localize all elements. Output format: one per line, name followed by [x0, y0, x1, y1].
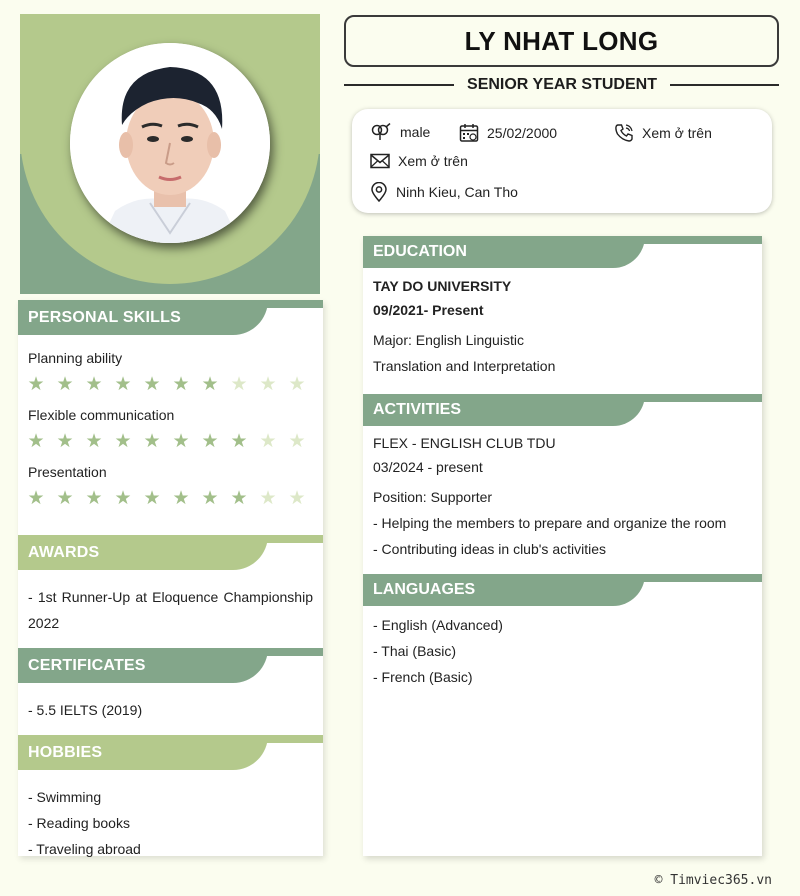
star-icon: ★	[230, 488, 248, 509]
star-icon: ★	[288, 431, 306, 452]
hobbies-heading: HOBBIES	[28, 744, 103, 761]
awards-heading: AWARDS	[28, 544, 100, 561]
star-icon: ★	[114, 374, 132, 395]
phone-value: Xem ở trên	[642, 125, 712, 141]
certificates-header	[18, 648, 323, 683]
address-field	[370, 182, 518, 202]
star-icon: ★	[143, 374, 161, 395]
left-column	[18, 14, 323, 856]
star-icon: ★	[114, 488, 132, 509]
star-icon: ★	[259, 374, 277, 395]
star-icon: ★	[230, 431, 248, 452]
divider-right	[670, 84, 779, 86]
activity-position: Position: Supporter	[373, 489, 493, 505]
location-pin-icon	[370, 182, 388, 202]
languages-header	[363, 574, 762, 606]
star-icon: ★	[85, 431, 103, 452]
hobby-item: - Traveling abroad	[28, 841, 141, 857]
star-icon: ★	[56, 374, 74, 395]
left-card	[18, 300, 323, 856]
email-field	[370, 153, 468, 169]
avatar	[70, 43, 270, 243]
star-icon: ★	[172, 431, 190, 452]
photo-block	[20, 14, 320, 294]
activity-item: - Helping the members to prepare and organize the room	[373, 515, 727, 531]
star-icon: ★	[27, 431, 45, 452]
hobby-item: - Reading books	[28, 815, 130, 831]
language-item: - Thai (Basic)	[373, 643, 456, 659]
footer-credit: © Timviec365.vn	[654, 873, 772, 888]
mail-icon	[370, 153, 390, 169]
awards-header	[18, 535, 323, 570]
star-icon: ★	[201, 488, 219, 509]
skill-rating	[27, 375, 306, 394]
star-icon: ★	[143, 488, 161, 509]
divider-left	[344, 84, 454, 86]
skill-label: Flexible communication	[28, 407, 175, 423]
activity-period: 03/2024 - present	[373, 459, 483, 475]
star-icon: ★	[259, 488, 277, 509]
skill-rating	[27, 432, 306, 451]
star-icon: ★	[172, 488, 190, 509]
star-icon: ★	[114, 431, 132, 452]
education-header	[363, 236, 762, 268]
calendar-icon	[459, 123, 479, 143]
address-value: Ninh Kieu, Can Tho	[396, 184, 518, 200]
skills-header	[18, 300, 323, 335]
name-box	[344, 15, 779, 67]
right-card	[363, 236, 762, 856]
gender-value: male	[400, 124, 431, 140]
star-icon: ★	[288, 488, 306, 509]
star-icon: ★	[259, 431, 277, 452]
job-title: SENIOR YEAR STUDENT	[467, 76, 657, 93]
star-icon: ★	[288, 374, 306, 395]
activity-org: FLEX - ENGLISH CLUB TDU	[373, 435, 556, 451]
activities-header	[363, 394, 762, 426]
gender-field	[370, 123, 430, 141]
activities-heading: ACTIVITIES	[373, 401, 462, 418]
certificates-heading: CERTIFICATES	[28, 657, 146, 674]
phone-icon	[614, 123, 634, 143]
school-name: TAY DO UNIVERSITY	[373, 278, 512, 294]
certificate-item: - 5.5 IELTS (2019)	[28, 702, 143, 718]
language-item: - English (Advanced)	[373, 617, 503, 633]
star-icon: ★	[27, 488, 45, 509]
language-item: - French (Basic)	[373, 669, 473, 685]
star-icon: ★	[27, 374, 45, 395]
major-line: Major: English Linguistic	[373, 332, 524, 348]
gender-icon	[370, 123, 392, 141]
award-item: - 1st Runner-Up at Eloquence Championship 2022	[28, 589, 313, 631]
star-icon: ★	[56, 488, 74, 509]
star-icon: ★	[56, 431, 74, 452]
education-heading: EDUCATION	[373, 243, 467, 260]
phone-field	[614, 123, 712, 143]
hobbies-header	[18, 735, 323, 770]
skill-label: Presentation	[28, 464, 107, 480]
birthdate-field	[459, 123, 557, 143]
hobby-item: - Swimming	[28, 789, 102, 805]
star-icon: ★	[85, 374, 103, 395]
email-value: Xem ở trên	[398, 153, 468, 169]
star-icon: ★	[201, 374, 219, 395]
activity-item: - Contributing ideas in club's activities	[373, 541, 607, 557]
languages-heading: LANGUAGES	[373, 581, 476, 598]
star-icon: ★	[230, 374, 248, 395]
star-icon: ★	[143, 431, 161, 452]
birthdate-value: 25/02/2000	[487, 125, 558, 141]
education-period: 09/2021- Present	[373, 302, 484, 318]
star-icon: ★	[85, 488, 103, 509]
candidate-name: LY NHAT LONG	[464, 25, 659, 56]
portrait-icon	[70, 43, 270, 243]
star-icon: ★	[172, 374, 190, 395]
contact-box	[352, 109, 772, 213]
skill-label: Planning ability	[28, 350, 123, 366]
skill-rating	[27, 489, 306, 508]
skills-heading: PERSONAL SKILLS	[28, 309, 181, 326]
major-line: Translation and Interpretation	[373, 358, 556, 374]
star-icon: ★	[201, 431, 219, 452]
